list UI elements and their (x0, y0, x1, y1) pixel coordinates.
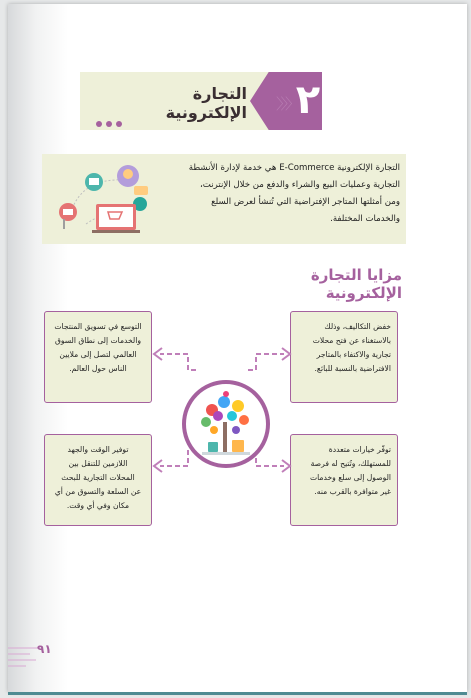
arrow-left-bottom-icon (152, 448, 196, 478)
intro-paragraph: التجارة الإلكترونية E-Commerce هي خدمة لإدارة الأنشطة التجارية وعمليات البيع والشراء والدفع من خلال الإنترنت، ومن أمثلتها المتاجر الإفتراضية التي تُنشأ لعرض السلع والخدمات المختلفة. (188, 163, 400, 224)
bottom-rule (8, 692, 467, 695)
advantages-heading: مزايا التجارة الإلكترونية (310, 266, 402, 302)
chevrons-icon: 〉〉〉 (276, 95, 298, 113)
chapter-title: التجارة الإلكترونية (165, 84, 247, 122)
advantage-card-bottom-left: توفير الوقت والجهد اللازمين للتنقل بين المحلات التجارية للبحث عن السلعة والتسوق من أي مكان وفي أي وقت. (44, 434, 152, 526)
dots-icon (96, 121, 122, 127)
shopping-tree-icon (186, 384, 266, 464)
page-number: ٩١ (37, 642, 52, 656)
center-illustration (182, 380, 270, 468)
ecommerce-illustration-icon (56, 160, 160, 242)
chapter-number: ٢ (295, 77, 321, 123)
intro-notch (160, 188, 170, 208)
arrow-right-top-icon (248, 342, 292, 372)
advantage-card-top-left: التوسع في تسويق المنتجات والخدمات إلى نطاق السوق العالمي لتصل إلى ملايين الناس حول العالم. (44, 311, 152, 403)
arrow-left-top-icon (152, 342, 196, 372)
advantage-card-bottom-right: توفّر خيارات متعددة للمستهلك، وتُتيح له فرصة الوصول إلى سلع وخدمات غير متوافرة بالقرب منه. (290, 434, 398, 526)
page-corner-lines-icon (8, 644, 40, 674)
advantage-card-top-right: خفض التكاليف، وذلك بالاستغناء عن فتح محلات تجارية والاكتفاء بالمتاجر الافتراضية بالنسبة للبائع. (290, 311, 398, 403)
